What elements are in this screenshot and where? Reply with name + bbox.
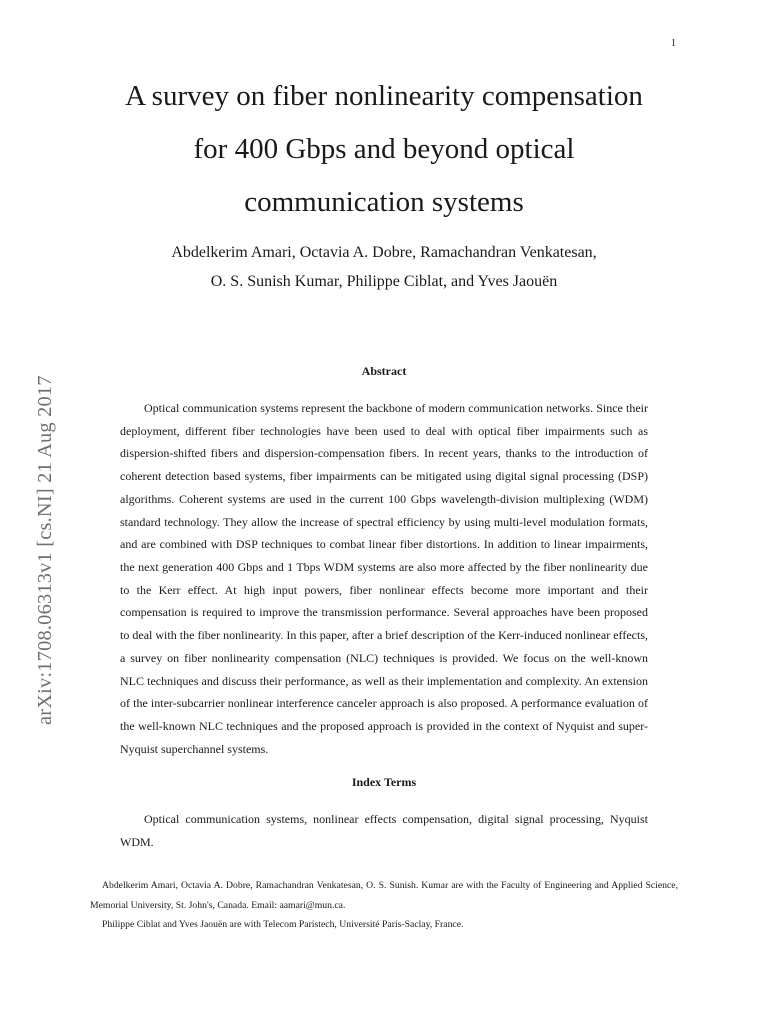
index-terms-heading: Index Terms xyxy=(351,775,417,789)
footnotes xyxy=(90,876,678,935)
abstract-body: Optical communication systems represent the backbone of modern communication networks. Since their deployment, different fiber technologies have been used to deal with optical fiber impairments such as dispersion-shifted fibers and dispersion-compensation fibers. In recent years, thanks to the introduction of coherent detection based systems, fiber impairments can be mitigated using digital signal processing (DSP) algorithms. Coherent systems are used in the current 100 Gbps wavelength-division multiplexing (WDM) standard technology. They allow the increase of spectral efficiency by using multi-level modulation formats, and are combined with DSP techniques to combat linear fiber distortions. In addition to linear impairments, the next generation 400 Gbps and 1 Tbps WDM systems are also more affected by the fiber nonlinearity due to the Kerr effect. At high input powers, fiber nonlinear effects become more important and their compensation is required to improve the transmission performance. Several approaches have been proposed to deal with the fiber nonlinearity. In this paper, after a brief description of the Kerr-induced nonlinear effects, a survey on fiber nonlinearity compensation (NLC) techniques is provided. We focus on the well-known NLC techniques and discuss their performance, as well as their implementation and complexity. An extension of the inter-subcarrier nonlinear interference canceler approach is also proposed. A performance evaluation of the well-known NLC techniques and the proposed approach is provided in the context of Nyquist and super-Nyquist superchannel systems. xyxy=(120,401,648,756)
abstract-heading: Abstract xyxy=(361,364,407,378)
title-line: communication systems xyxy=(244,186,524,218)
page-number: 1 xyxy=(671,38,676,49)
index-terms-body: Optical communication systems, nonlinear effects compensation, digital signal processing, Nyquist WDM. xyxy=(120,812,648,849)
title-line: for 400 Gbps and beyond optical xyxy=(193,133,575,165)
author-list xyxy=(84,238,684,296)
footnote-affiliation-1: Abdelkerim Amari, Octavia A. Dobre, Ramachandran Venkatesan, O. S. Sunish. Kumar are with the Faculty of Engineering and Applied Science, Memorial University, St. John's, Canada. Email: aamari@mun.ca. xyxy=(90,880,678,911)
author-line: O. S. Sunish Kumar, Philippe Ciblat, and Yves Jaouën xyxy=(210,273,558,290)
footnote-affiliation-2: Philippe Ciblat and Yves Jaouën are with Telecom Paristech, Université Paris-Saclay, France. xyxy=(102,919,464,931)
paper-title xyxy=(84,70,684,229)
author-line: Abdelkerim Amari, Octavia A. Dobre, Ramachandran Venkatesan, xyxy=(171,244,597,261)
title-line: A survey on fiber nonlinearity compensation xyxy=(125,80,643,112)
arxiv-stamp: arXiv:1708.06313v1 [cs.NI] 21 Aug 2017 xyxy=(34,375,56,725)
